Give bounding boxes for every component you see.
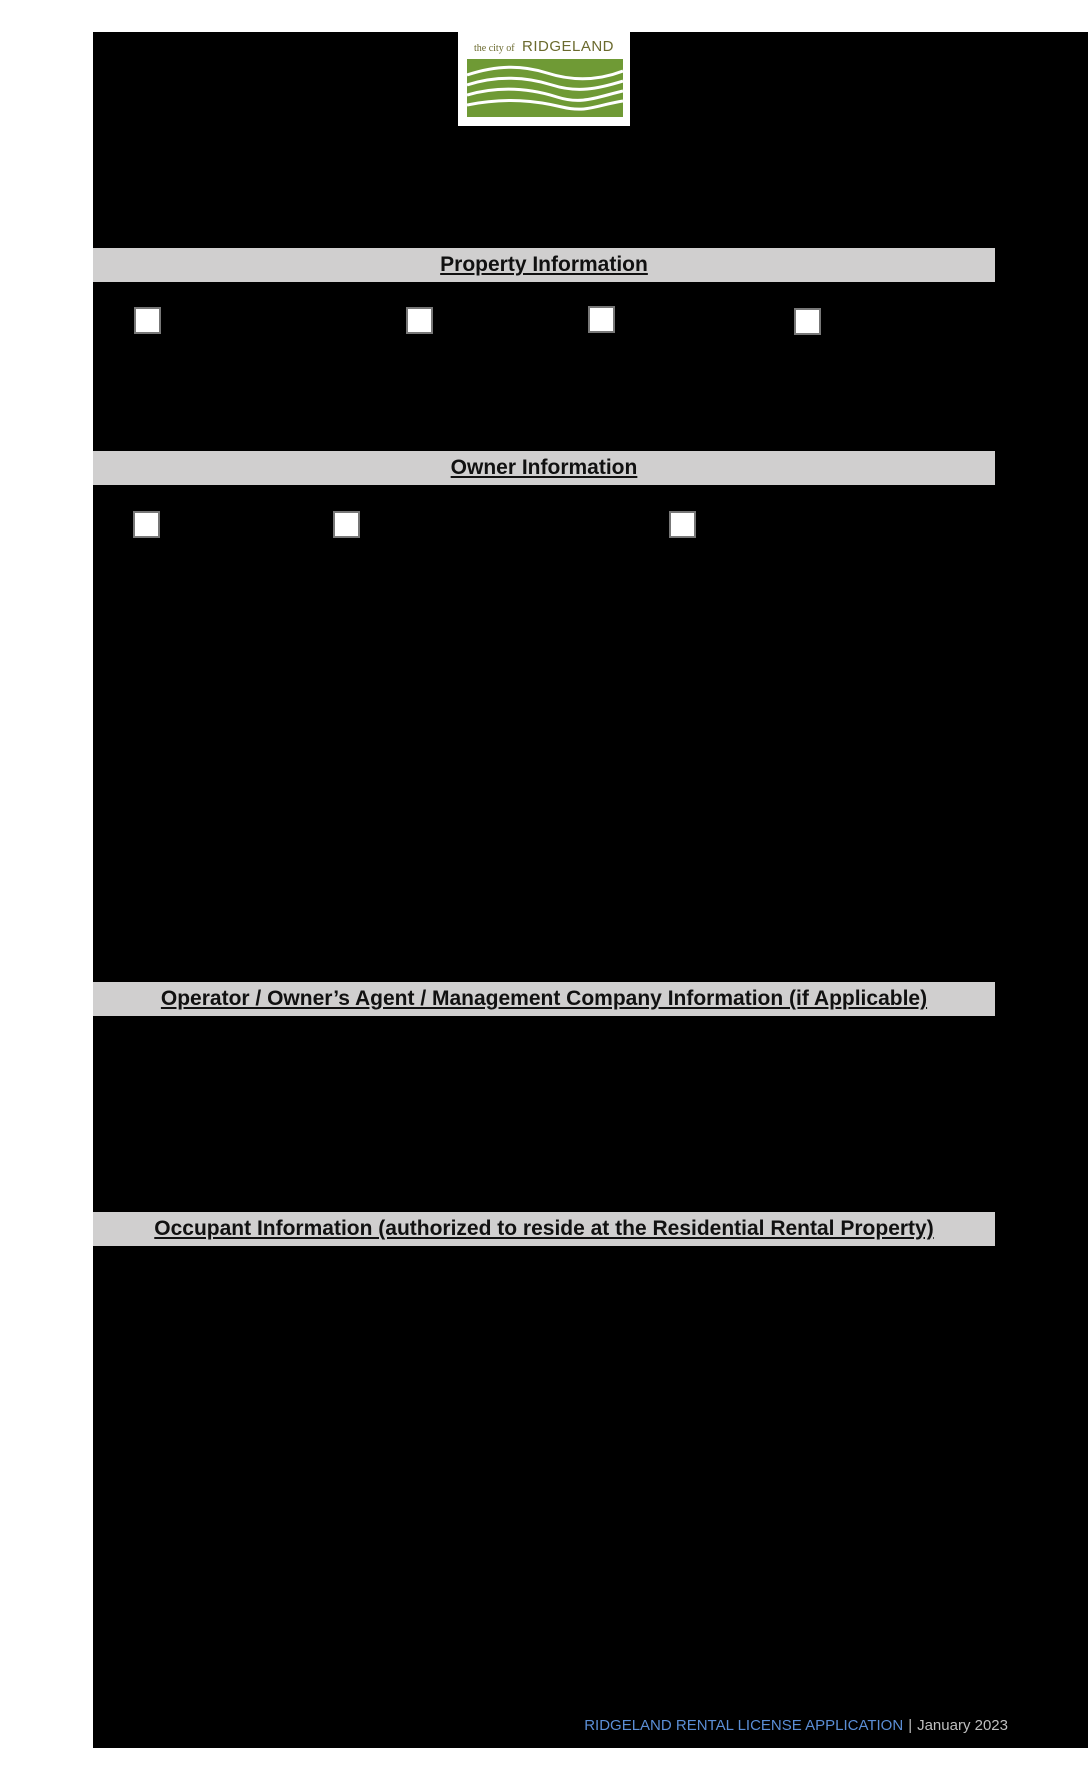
property-checkbox-4[interactable] bbox=[794, 308, 821, 335]
footer-separator: | bbox=[908, 1717, 913, 1734]
owner-checkbox-1[interactable] bbox=[133, 511, 160, 538]
property-checkbox-2[interactable] bbox=[406, 307, 433, 334]
logo-name: RIDGELAND bbox=[521, 38, 615, 55]
section-header-property: Property Information bbox=[93, 248, 995, 282]
logo-hills-graphic bbox=[467, 59, 623, 117]
page-panel bbox=[93, 32, 1088, 1748]
footer-date: January 2023 bbox=[917, 1717, 1008, 1734]
property-checkbox-1[interactable] bbox=[134, 307, 161, 334]
logo-wordmark bbox=[458, 40, 630, 56]
logo-prefix: the city of bbox=[473, 43, 515, 54]
owner-checkbox-2[interactable] bbox=[333, 511, 360, 538]
property-checkbox-3[interactable] bbox=[588, 306, 615, 333]
city-logo bbox=[458, 32, 630, 126]
section-header-owner: Owner Information bbox=[93, 451, 995, 485]
section-header-occupant: Occupant Information (authorized to reside at the Residential Rental Property) bbox=[93, 1212, 995, 1246]
section-header-operator: Operator / Owner’s Agent / Management Company Information (if Applicable) bbox=[93, 982, 995, 1016]
footer-title: RIDGELAND RENTAL LICENSE APPLICATION bbox=[584, 1717, 904, 1734]
owner-checkbox-3[interactable] bbox=[669, 511, 696, 538]
page-footer bbox=[584, 1717, 1008, 1734]
